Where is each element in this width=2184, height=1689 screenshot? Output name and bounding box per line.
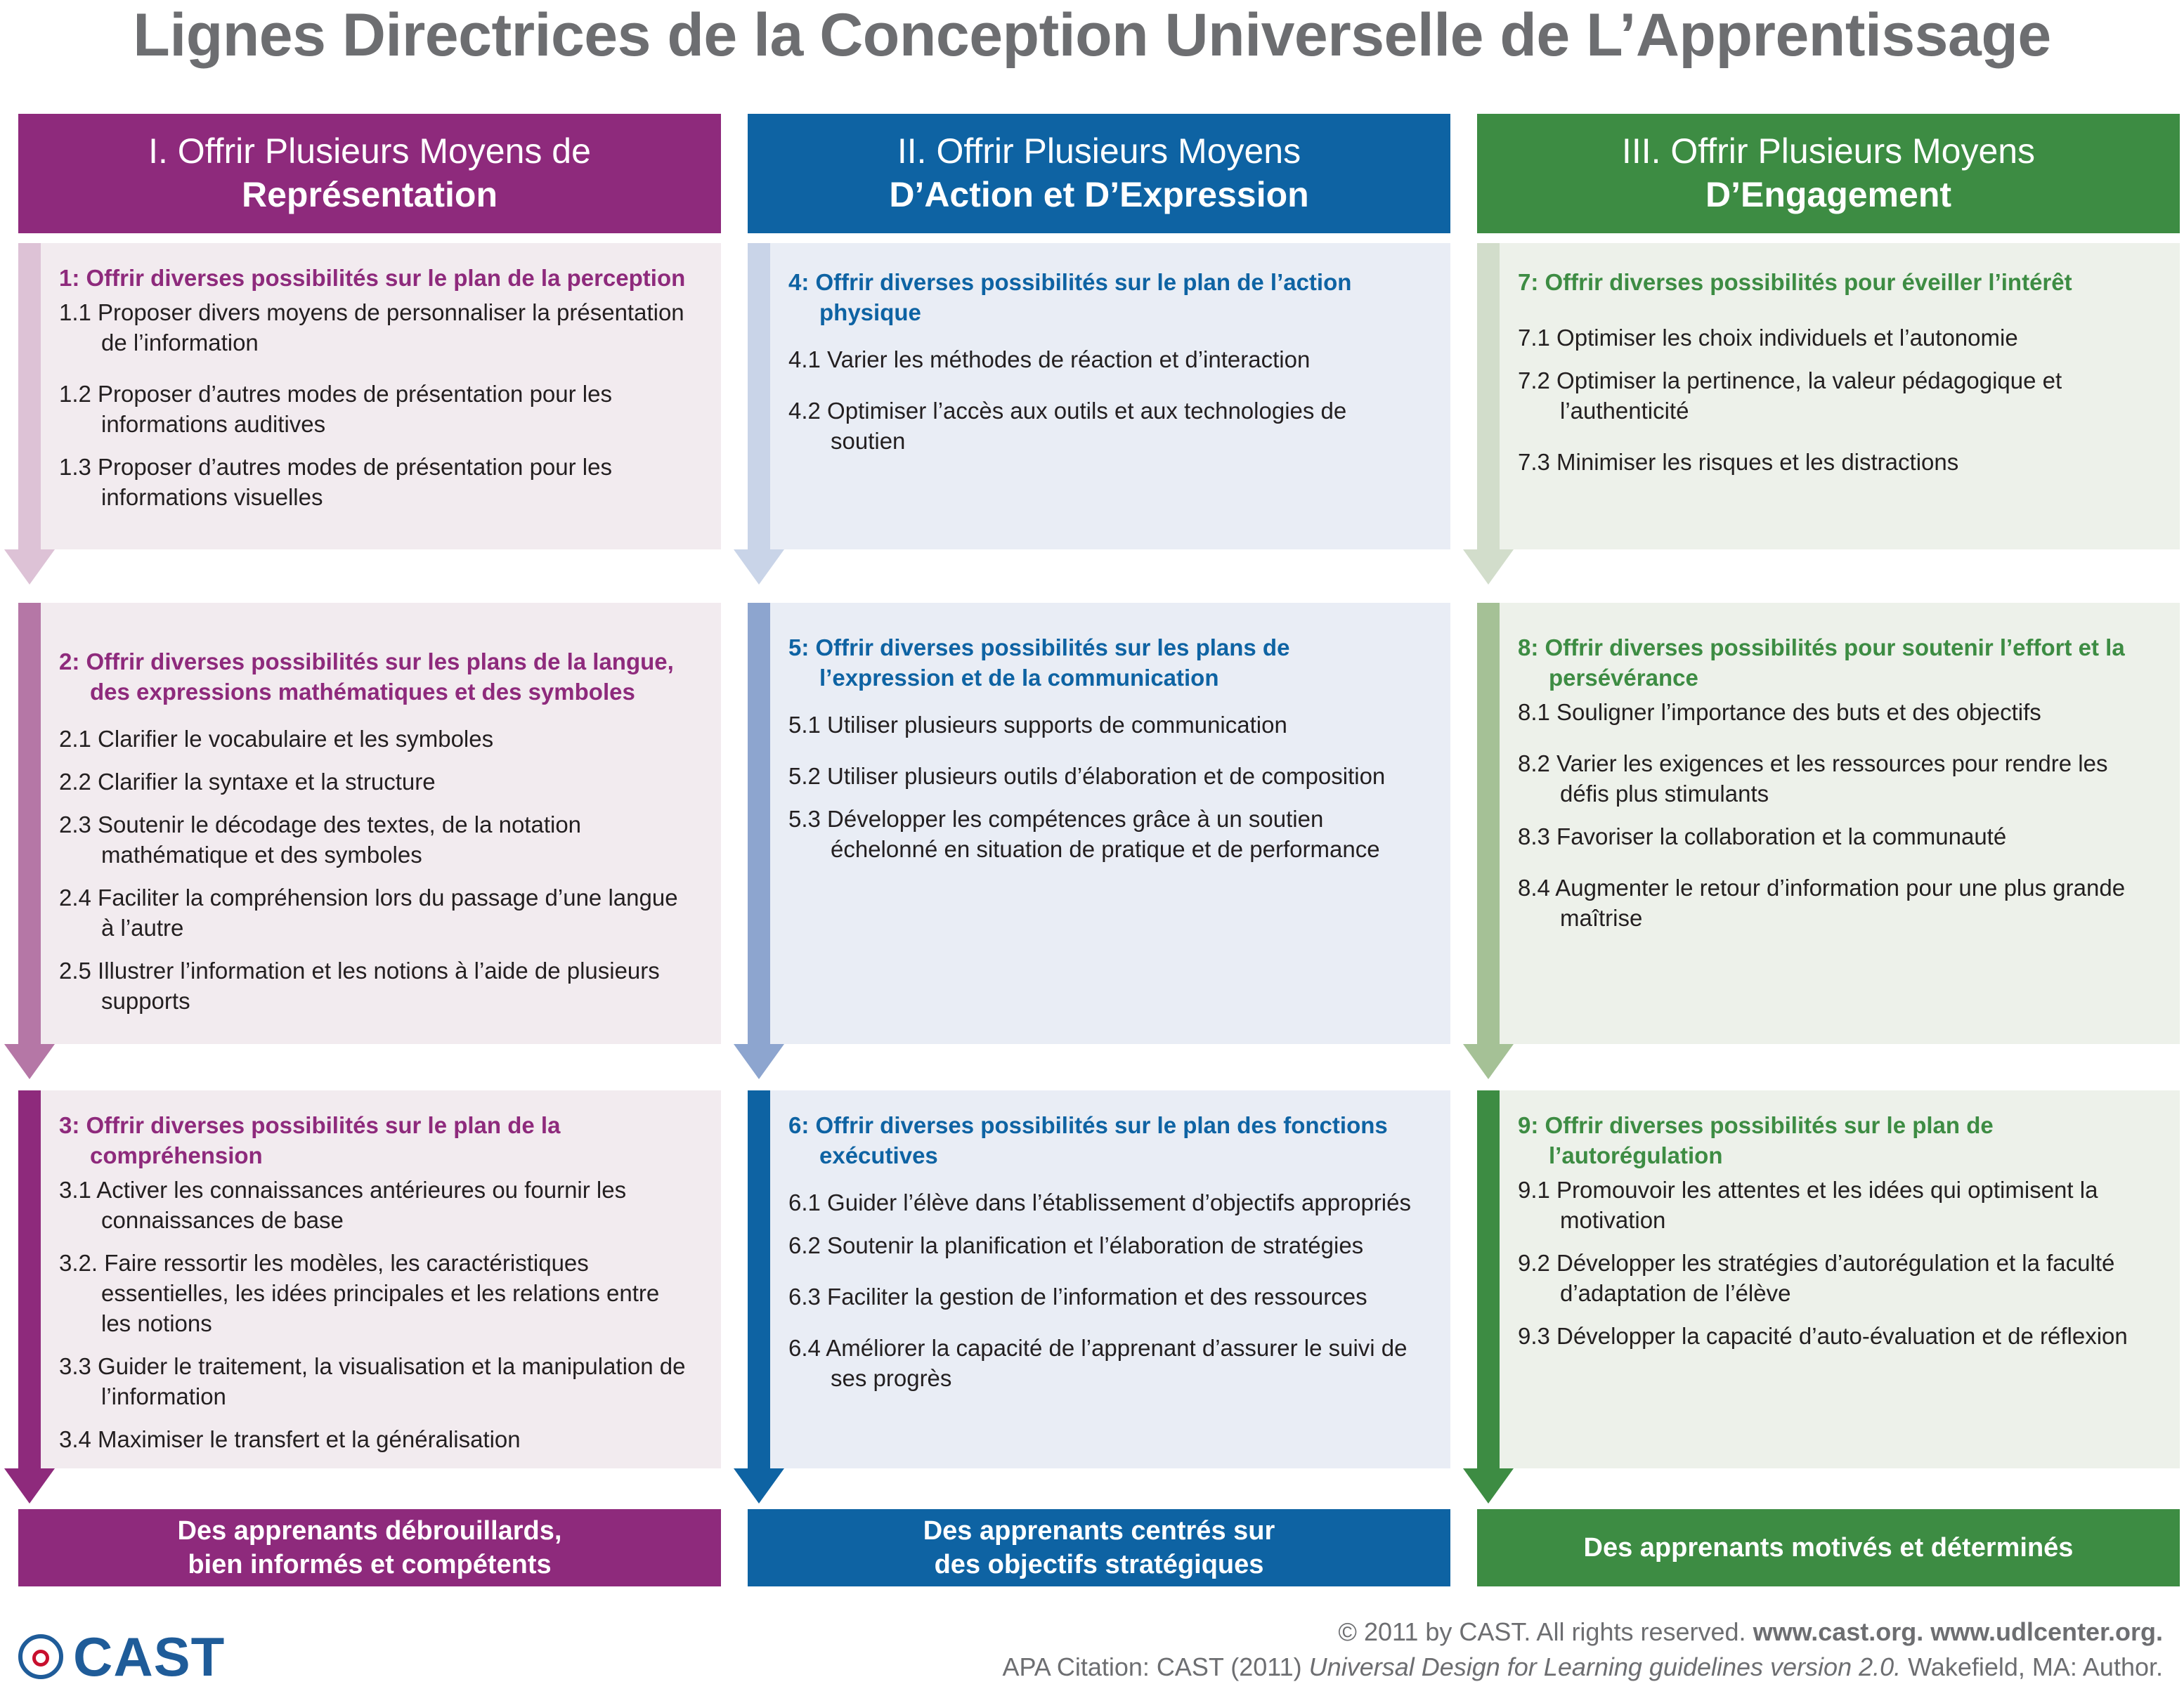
- page-title: Lignes Directrices de la Conception Universelle de L’Apprentissage: [133, 1, 2051, 69]
- header-line2: D’Engagement: [1705, 175, 1952, 214]
- checkpoint: 5.2 Utiliser plusieurs outils d’élaboration et de composition: [788, 763, 1386, 789]
- guideline-box: [748, 603, 1450, 1044]
- checkpoint: 8.2 Varier les exigences et les ressources pour rendre les défis plus stimulants: [1518, 750, 2108, 807]
- header-line1: I. Offrir Plusieurs Moyens de: [148, 131, 591, 171]
- guideline-title: 3: Offrir diverses possibilités sur le plan de la compréhension: [59, 1112, 561, 1168]
- checkpoint: 2.3 Soutenir le décodage des textes, de la notation mathématique et des symboles: [59, 811, 582, 868]
- guideline-box: [18, 1090, 721, 1468]
- checkpoint: 2.4 Faciliter la compréhension lors du passage d’une langue à l’autre: [59, 885, 678, 941]
- guideline-title: 2: Offrir diverses possibilités sur les plans de la langue, des expressions mathématiques et des symboles: [59, 648, 674, 705]
- credits: [1002, 1615, 2163, 1685]
- column-footer: [1477, 1509, 2180, 1586]
- column-header: [748, 114, 1450, 233]
- down-arrow-icon: [734, 549, 784, 585]
- checkpoint: 7.1 Optimiser les choix individuels et l’autonomie: [1518, 325, 2018, 351]
- down-arrow-icon: [4, 1468, 55, 1504]
- guideline-title: 8: Offrir diverses possibilités pour soutenir l’effort et la persévérance: [1518, 634, 2125, 691]
- website-links[interactable]: www.cast.org. www.udlcenter.org.: [1753, 1617, 2163, 1646]
- down-arrow-icon: [734, 1044, 784, 1079]
- footer-line1: Des apprenants débrouillards,: [177, 1516, 562, 1546]
- copyright-text: © 2011 by CAST. All rights reserved.: [1338, 1617, 1746, 1646]
- progress-bar: [1477, 1090, 1500, 1468]
- progress-bar: [748, 603, 770, 1044]
- checkpoint: 3.3 Guider le traitement, la visualisation et la manipulation de l’information: [59, 1353, 686, 1409]
- checkpoint: 9.2 Développer les stratégies d’autorégulation et la faculté d’adaptation de l’élève: [1518, 1250, 2115, 1306]
- guideline-box: [1477, 243, 2180, 549]
- guideline-title: 1: Offrir diverses possibilités sur le plan de la perception: [59, 265, 686, 291]
- checkpoint: 8.4 Augmenter le retour d’information pour une plus grande maîtrise: [1518, 875, 2126, 931]
- down-arrow-icon: [734, 1468, 784, 1504]
- column-engagement: [1477, 0, 2180, 1616]
- header-line1: III. Offrir Plusieurs Moyens: [1621, 131, 2036, 171]
- progress-bar: [18, 603, 41, 1044]
- column-header: [18, 114, 721, 233]
- footer-line2: bien informés et compétents: [188, 1550, 552, 1579]
- progress-bar: [1477, 603, 1500, 1044]
- guideline-title: 7: Offrir diverses possibilités pour éveiller l’intérêt: [1518, 269, 2072, 295]
- citation-prefix: APA Citation: CAST (2011): [1002, 1652, 1302, 1681]
- down-arrow-icon: [1463, 1044, 1514, 1079]
- checkpoint: 1.2 Proposer d’autres modes de présentation pour les informations auditives: [59, 381, 612, 437]
- checkpoint: 1.3 Proposer d’autres modes de présentation pour les informations visuelles: [59, 454, 612, 510]
- guideline-box: [748, 243, 1450, 549]
- progress-bar: [748, 243, 770, 549]
- guideline-box: [18, 243, 721, 549]
- cast-logo[interactable]: [18, 1625, 226, 1688]
- guideline-title: 6: Offrir diverses possibilités sur le plan des fonctions exécutives: [788, 1112, 1388, 1168]
- progress-bar: [748, 1090, 770, 1468]
- checkpoint: 2.1 Clarifier le vocabulaire et les symboles: [59, 726, 494, 752]
- checkpoint: 6.2 Soutenir la planification et l’élaboration de stratégies: [788, 1232, 1364, 1258]
- citation-title: Universal Design for Learning guidelines version 2.0.: [1308, 1652, 1902, 1681]
- checkpoint: 3.4 Maximiser le transfert et la généralisation: [59, 1426, 521, 1452]
- guideline-title: 4: Offrir diverses possibilités sur le plan de l’action physique: [788, 269, 1352, 325]
- down-arrow-icon: [4, 1044, 55, 1079]
- checkpoint: 3.1 Activer les connaissances antérieures ou fournir les connaissances de base: [59, 1177, 627, 1233]
- progress-bar: [18, 243, 41, 549]
- checkpoint: 5.1 Utiliser plusieurs supports de communication: [788, 712, 1287, 738]
- checkpoint: 6.3 Faciliter la gestion de l’information et des ressources: [788, 1284, 1367, 1310]
- checkpoint: 8.3 Favoriser la collaboration et la communauté: [1518, 823, 2007, 849]
- checkpoint: 7.3 Minimiser les risques et les distractions: [1518, 449, 1959, 475]
- checkpoint: 8.1 Souligner l’importance des buts et des objectifs: [1518, 699, 2041, 725]
- checkpoint: 9.3 Développer la capacité d’auto-évaluation et de réflexion: [1518, 1323, 2128, 1349]
- column-representation: [18, 0, 721, 1616]
- column-header: [1477, 114, 2180, 233]
- cast-logo-icon: [18, 1634, 63, 1679]
- checkpoint: 6.4 Améliorer la capacité de l’apprenant d’assurer le suivi de ses progrès: [788, 1335, 1408, 1391]
- progress-bar: [1477, 243, 1500, 549]
- guideline-box: [18, 603, 721, 1044]
- checkpoint: 1.1 Proposer divers moyens de personnaliser la présentation de l’information: [59, 299, 684, 356]
- footer-line1: Des apprenants centrés sur: [923, 1516, 1275, 1546]
- header-line2: D’Action et D’Expression: [889, 175, 1309, 214]
- checkpoint: 3.2. Faire ressortir les modèles, les caractéristiques essentielles, les idées principales et les relations entre les notions: [59, 1250, 660, 1336]
- header-line2: Représentation: [242, 175, 498, 214]
- down-arrow-icon: [1463, 549, 1514, 585]
- column-footer: [748, 1509, 1450, 1586]
- guideline-box: [1477, 603, 2180, 1044]
- logo-text: CAST: [73, 1625, 226, 1688]
- column-footer: [18, 1509, 721, 1586]
- checkpoint: 6.1 Guider l’élève dans l’établissement d’objectifs appropriés: [788, 1189, 1411, 1215]
- down-arrow-icon: [4, 549, 55, 585]
- checkpoint: 5.3 Développer les compétences grâce à un soutien échelonné en situation de pratique et de performance: [788, 806, 1380, 862]
- checkpoint: 2.5 Illustrer l’information et les notions à l’aide de plusieurs supports: [59, 958, 660, 1014]
- header-line1: II. Offrir Plusieurs Moyens: [897, 131, 1301, 171]
- checkpoint: 4.2 Optimiser l’accès aux outils et aux technologies de soutien: [788, 398, 1347, 454]
- guideline-title: 5: Offrir diverses possibilités sur les plans de l’expression et de la communication: [788, 634, 1290, 691]
- guideline-box: [748, 1090, 1450, 1468]
- footer-line1: Des apprenants motivés et déterminés: [1583, 1533, 2074, 1563]
- checkpoint: 2.2 Clarifier la syntaxe et la structure: [59, 769, 436, 795]
- progress-bar: [18, 1090, 41, 1468]
- guideline-title: 9: Offrir diverses possibilités sur le plan de l’autorégulation: [1518, 1112, 1994, 1168]
- footer-line2: des objectifs stratégiques: [934, 1550, 1264, 1579]
- guideline-box: [1477, 1090, 2180, 1468]
- column-action-expression: [748, 0, 1450, 1616]
- checkpoint: 4.1 Varier les méthodes de réaction et d’interaction: [788, 346, 1311, 372]
- down-arrow-icon: [1463, 1468, 1514, 1504]
- checkpoint: 9.1 Promouvoir les attentes et les idées qui optimisent la motivation: [1518, 1177, 2098, 1233]
- citation-suffix: Wakefield, MA: Author.: [1908, 1652, 2163, 1681]
- checkpoint: 7.2 Optimiser la pertinence, la valeur pédagogique et l’authenticité: [1518, 367, 2062, 424]
